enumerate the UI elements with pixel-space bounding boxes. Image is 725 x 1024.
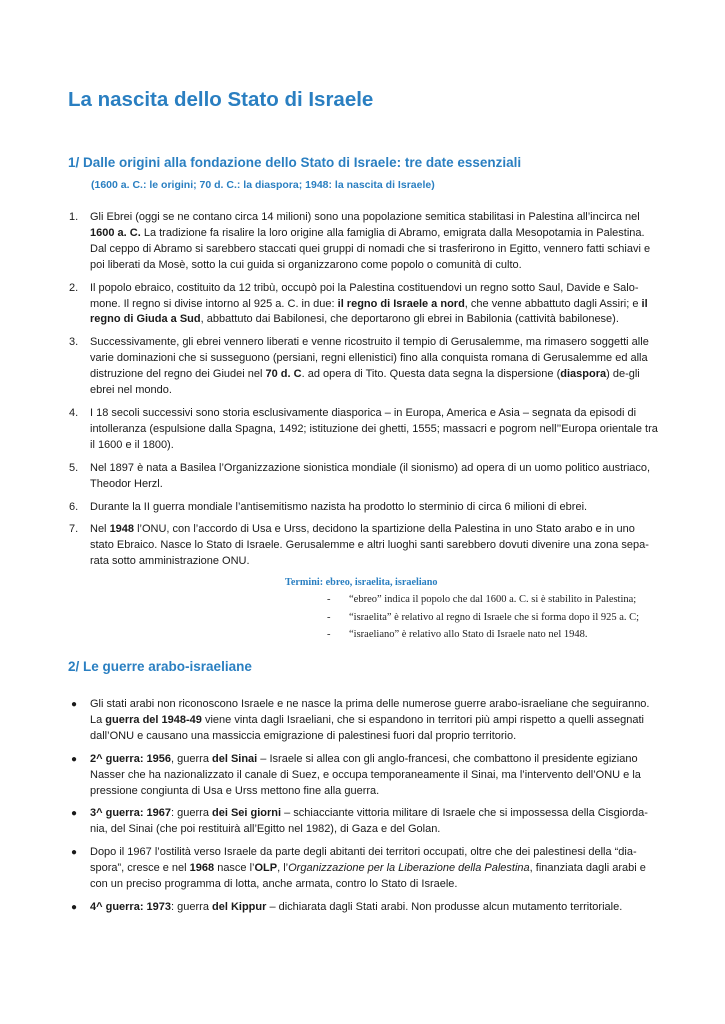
item-bold: il regno di Giuda a Sud [90,297,648,326]
terms-box [285,574,639,644]
item-text: – schiacciante vittoria militare di Israele che si impossessa della Cisgiorda-nia, del Sinai (che poi restituirà all’Egitto nel 1982), di Gaza e del Golan. [90,807,648,836]
item-text: viene vinta dagli Israeliani, che si espandono in territori più ampi rispetto a quelli assegnati dall’ONU e causano una massiccia emigrazione di palestinesi fuori dal proprio territorio. [90,713,645,742]
list-item [68,281,660,329]
section-1-subheading: (1600 a. C.: le origini; 70 d. C.: la diaspora; 1948: la nascita di Israele) [91,179,435,191]
item-text: ) de-gli ebrei nel mondo. [90,368,640,397]
item-text: , finanziata dagli arabi e con un preciso programma di lotta, anche armata, contro lo Stato di Israele. [90,862,646,891]
item-bold: 1948 [109,523,135,536]
item-bold: del Kippur [212,900,267,913]
item-text: – Israele si allea con gli anglo-francesi, che combattono il presidente egiziano Nasser che ha nazionalizzato il canale di Suez, e occupa temporaneamente il Sinai, ma l’intervento dell’ONU e la pressione congiunta di Usa e Urss mettono fine alla guerra. [90,752,641,797]
list-item [68,845,660,893]
term-item [285,626,639,643]
item-bold: del Sinai [212,752,258,765]
section-2-list [68,697,660,923]
list-item [68,806,660,838]
item-text: Dopo il 1967 l’ostilità verso Israele da parte degli abitanti dei territori occupati, oltre che dei palestinesi della “dia-spora”, cresce e nel [90,846,637,875]
item-text: Il popolo ebraico, costituito da 12 tribù, occupò poi la Palestina costituendovi un regno sotto Saul, Davide e Salo-mone. Il regno si divise intorno al 925 a. C. in due: [90,281,639,310]
list-item [68,752,660,800]
item-text: Gli stati arabi non riconoscono Israele e ne nasce la prima delle numerose guerre arabo-israeliane che seguiranno. La [90,698,650,726]
list-item-number: 3. [69,336,79,349]
item-bold: guerra del 1948-49 [105,713,202,726]
item-text: I 18 secoli successivi sono storia esclusivamente diasporica – in Europa, America e Asia – segnata da episodi di intolleranza (espulsione dalla Spagna, 1492; istituzione dei ghetti, 1555; massacri e pogrom nell’’Europa orientale tra il 1600 e il 1800). [90,406,658,451]
bullet-icon: ● [71,753,78,765]
item-bold: dei Sei giorni [212,807,282,820]
list-item [68,335,660,399]
list-item [68,522,660,570]
item-text: , l’ [277,862,289,875]
item-bold: OLP [254,862,278,875]
list-item-number: 7. [69,523,79,536]
item-text: La tradizione fa risalire la loro origine alla famiglia di Abramo, emigrata dalla Mesopotamia in Palestina. Dal ceppo di Abramo si sarebbero staccati quei gruppi di nomadi che si trasferirono in Egitto, vennero fatti schiavi e poi liberati da Mosè, sotto la cui guida si organizzarono come popolo o comunità di culto. [90,226,651,271]
bullet-icon: ● [71,847,78,859]
item-text: , che venne abbattuto dagli Assiri; e [464,297,642,310]
section-2-heading: 2/ Le guerre arabo-israeliane [68,659,252,674]
item-text: – dichiarata dagli Stati arabi. Non produsse alcun mutamento territoriale. [266,900,623,913]
item-bold: 1968 [189,862,215,875]
terms-heading: Termini: ebreo, israelita, israeliano [285,577,438,588]
item-bold: 1600 a. C. [90,226,141,239]
item-bold: 3^ guerra: 1967 [90,807,172,820]
term-text: “israeliano” è relativo allo Stato di Israele nato nel 1948. [349,629,588,641]
term-text: “israelita” è relativo al regno di Israele che si forma dopo il 925 a. C; [349,611,640,623]
item-text: : guerra [171,807,212,820]
item-text: Successivamente, gli ebrei vennero liberati e venne ricostruito il tempio di Gerusalemme, ma rimasero soggetti alle varie dominazioni che si susseguono (persiani, regni ellenistici) fino alla conquista romana di Gerusalemme ed alla distruzione del regno dei Giudei nel [90,336,649,381]
item-bold: 2^ guerra: 1956 [90,752,172,765]
term-item [285,609,639,626]
item-text: Durante la II guerra mondiale l’antisemitismo nazista ha prodotto lo sterminio di circa 6 milioni di ebrei. [90,500,588,513]
bullet-icon: ● [71,901,78,913]
list-item-number: 5. [69,461,79,474]
term-item [285,591,639,608]
list-item [68,900,660,916]
list-item [68,406,660,454]
item-text: Nel [90,523,110,536]
item-text: : guerra [171,900,212,913]
list-item-number: 6. [69,500,79,513]
item-text: . ad opera di Tito. Questa data segna la dispersione ( [301,368,561,381]
term-dash: - [327,594,331,606]
item-text: Nel 1897 è nata a Basilea l’Organizzazione sionistica mondiale (il sionismo) ad opera di un uomo politico austriaco, Theodor Herzl. [90,461,651,490]
section-1-heading: 1/ Dalle origini alla fondazione dello Stato di Israele: tre date essenziali [68,155,522,170]
list-item [68,697,660,745]
item-text: l’ONU, con l’accordo di Usa e Urss, decidono la spartizione della Palestina in uno Stato arabo e in uno stato Ebraico. Nasce lo Stato di Israele. Gerusalemme e altri luoghi santi sarebbero dovuti divenire una zona sepa-rata sotto amministrazione ONU. [90,523,649,568]
item-bold: diaspora [560,368,607,381]
document-title: La nascita dello Stato di Israele [68,88,374,111]
item-bold: il regno di Israele a nord [337,297,465,310]
section-1-list [68,210,660,577]
list-item-number: 1. [69,211,79,223]
list-item-number: 2. [69,281,79,294]
item-text: , guerra [171,752,212,765]
list-item [68,210,660,274]
term-dash: - [327,629,331,641]
item-italic: Organizzazione per la Liberazione della Palestina [288,862,530,875]
item-bold: 4^ guerra: 1973 [90,900,172,913]
item-bold: 70 d. C [265,368,302,381]
item-text: Gli Ebrei (oggi se ne contano circa 14 milioni) sono una popolazione semitica stabilitasi in Palestina all’incirca nel [90,211,640,223]
list-item [68,461,660,493]
bullet-icon: ● [71,699,78,710]
list-item-number: 4. [69,406,79,419]
term-text: “ebreo” indica il popolo che dal 1600 a. C. si è stabilito in Palestina; [349,594,637,606]
bullet-icon: ● [71,808,78,820]
term-dash: - [327,611,331,623]
item-text: , abbattuto dai Babilonesi, che deportarono gli ebrei in Babilonia (cattività babilonese). [200,313,619,326]
item-text: nasce l’ [214,862,255,875]
list-item [68,500,660,516]
